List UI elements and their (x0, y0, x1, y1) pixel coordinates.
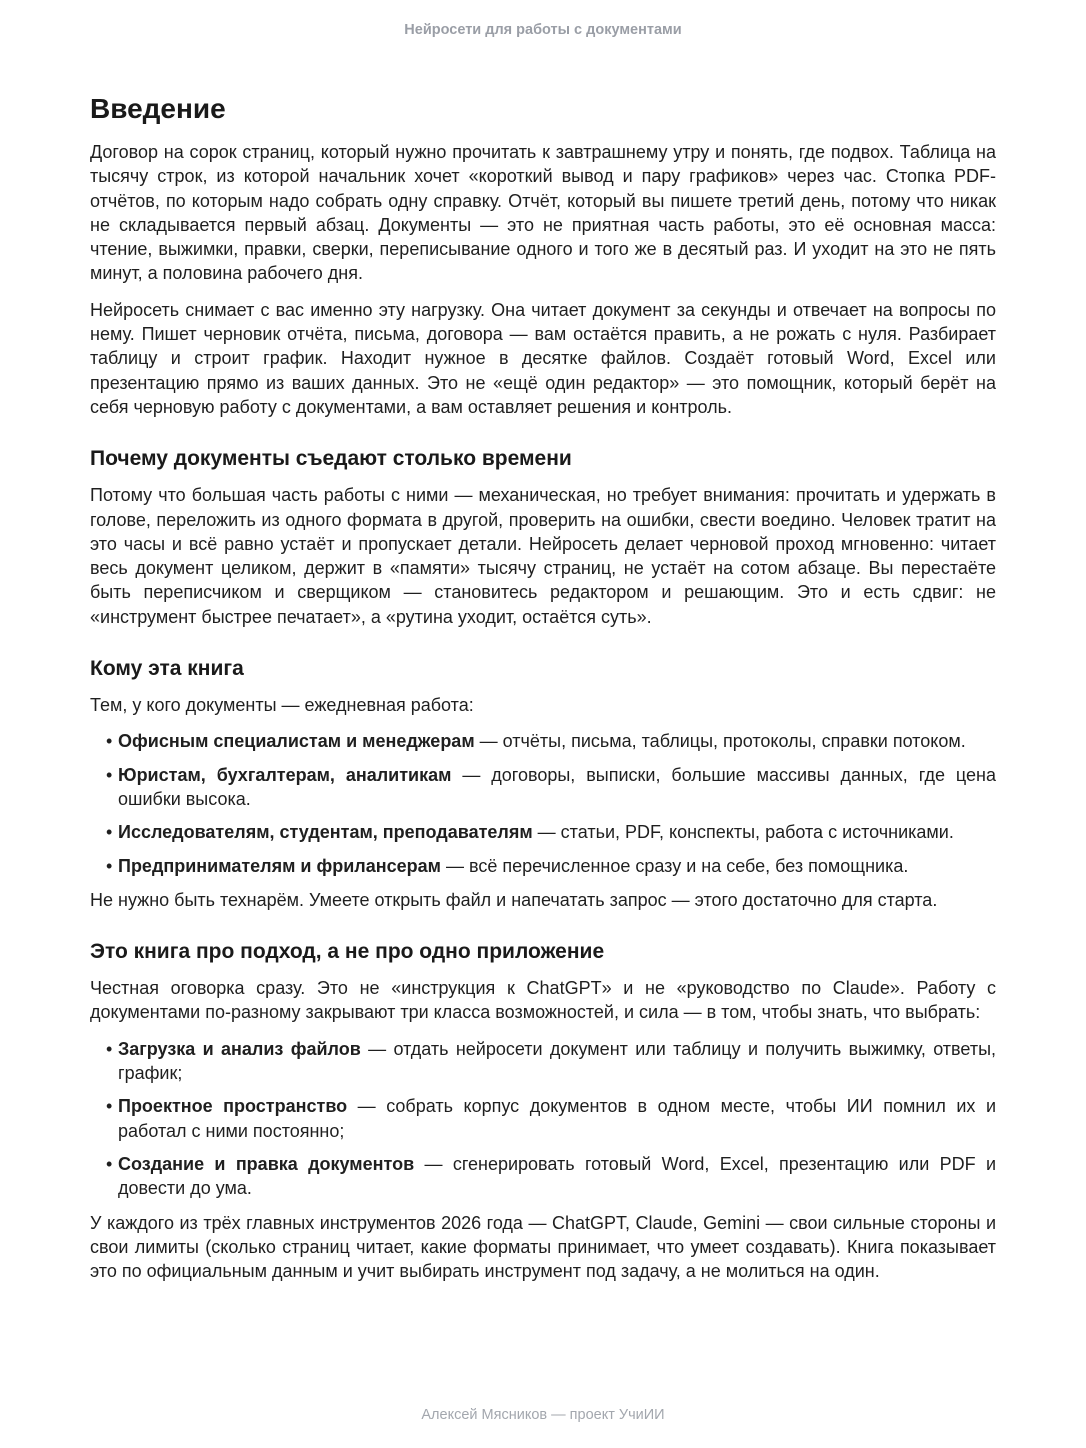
bullet-icon: • (106, 822, 113, 843)
approach-outro: У каждого из трёх главных инструментов 2026 года — ChatGPT, Claude, Gemini — свои сильные стороны и свои лимиты (сколько страниц читает, какие форматы принимает, что умеет создавать). Книга показывает это по официальным данным и учит выбирать инструмент под задачу, а не молиться на один. (90, 1212, 996, 1282)
list-item-text: — отчёты, письма, таблицы, протоколы, справки потоком. (474, 731, 966, 752)
list-item-bold: Предпринимателям и фрилансерам (118, 855, 441, 876)
bullet-icon: • (106, 764, 113, 785)
list-item-bold: Проектное пространство (118, 1096, 348, 1117)
why-paragraph: Потому что большая часть работы с ними — механическая, но требует внимания: прочитать и удержать в голове, переложить из одного формата в другой, проверить на ошибки, свести воедино. Человек тратит на это часы и всё равно устаёт и пропускает детали. Нейросеть делает черновой проход мгновенно: читает весь документ целиком, держит в «памяти» тысячу страниц, не устаёт на сотом абзаце. Вы перестаёте быть переписчиком и сверщиком — становитесь редактором и решающим. Это и есть сдвиг: не «инструмент быстрее печатает», а «рутина уходит, остаётся суть». (90, 485, 996, 627)
list-item-bold: Исследователям, студентам, преподавателям (118, 822, 533, 843)
audience-heading: Кому эта книга (90, 657, 244, 681)
running-footer: Алексей Мясников — проект УчиИИ (421, 1407, 665, 1423)
list-item-text: — всё перечисленное сразу и на себе, без помощника. (440, 855, 909, 876)
list-item-text: — собрать корпус документов в одном месте, чтобы ИИ помнил их и работал с ними постоянно; (118, 1096, 996, 1141)
list-item-bold: Офисным специалистам и менеджерам (118, 731, 475, 752)
list-item-text: — статьи, PDF, конспекты, работа с источниками. (532, 822, 954, 843)
intro-paragraph-2: Нейросеть снимает с вас именно эту нагрузку. Она читает документ за секунды и отвечает на вопросы по нему. Пишет черновик отчёта, письма, договора — вам остаётся править, а не рожать с нуля. Разбирает таблицу и строит график. Находит нужное в десятке файлов. Создаёт готовый Word, Excel или презентацию прямо из ваших данных. Это не «ещё один редактор» — это помощник, который берёт на себя черновую работу с документами, а вам оставляет решения и контроль. (90, 299, 996, 417)
list-item (90, 854, 996, 878)
approach-list (90, 1037, 996, 1201)
list-item-bold: Загрузка и анализ файлов (118, 1038, 361, 1059)
list-item (90, 763, 996, 812)
bullet-icon: • (106, 855, 113, 876)
approach-heading: Это книга про подход, а не про одно приложение (90, 940, 605, 964)
list-item-bold: Создание и правка документов (118, 1153, 415, 1174)
list-item (90, 1094, 996, 1143)
list-item (90, 729, 996, 753)
bullet-icon: • (106, 1038, 113, 1059)
intro-paragraph-1: Договор на сорок страниц, который нужно прочитать к завтрашнему утру и понять, где подвох. Таблица на тысячу строк, из которой начальник хочет «короткий вывод и пару графиков» через час. Стопка PDF-отчётов, по которым надо собрать одну справку. Отчёт, который вы пишете третий день, потому что никак не складывается первый абзац. Документы — это не приятная часть работы, это её основная масса: чтение, выжимки, правки, сверки, переписывание одного и того же в десятый раз. И уходит на это не пять минут, а половина рабочего дня. (90, 142, 996, 284)
running-header: Нейросети для работы с документами (404, 22, 682, 38)
audience-intro: Тем, у кого документы — ежедневная работа: (90, 695, 474, 716)
page-content (90, 90, 996, 1295)
list-item (90, 820, 996, 844)
bullet-icon: • (106, 731, 113, 752)
list-item (90, 1037, 996, 1086)
audience-outro: Не нужно быть технарём. Умеете открыть файл и напечатать запрос — этого достаточно для старта. (90, 889, 938, 910)
intro-heading: Введение (90, 93, 226, 124)
list-item (90, 1152, 996, 1201)
list-item-text: — отдать нейросети документ или таблицу и получить выжимку, ответы, график; (118, 1038, 997, 1084)
list-item-text: — сгенерировать готовый Word, Excel, презентацию или PDF и довести до ума. (118, 1153, 996, 1199)
list-item-text: — договоры, выписки, большие массивы данных, где цена ошибки высока. (118, 764, 996, 809)
bullet-icon: • (106, 1153, 113, 1174)
list-item-bold: Юристам, бухгалтерам, аналитикам (118, 764, 452, 785)
bullet-icon: • (106, 1096, 113, 1117)
audience-list (90, 729, 996, 877)
approach-intro: Честная оговорка сразу. Это не «инструкция к ChatGPT» и не «руководство по Claude». Работу с документами по-разному закрывают три класса возможностей, и сила — в том, чтобы знать, что выбрать: (90, 978, 996, 1023)
why-heading: Почему документы съедают столько времени (90, 447, 572, 471)
